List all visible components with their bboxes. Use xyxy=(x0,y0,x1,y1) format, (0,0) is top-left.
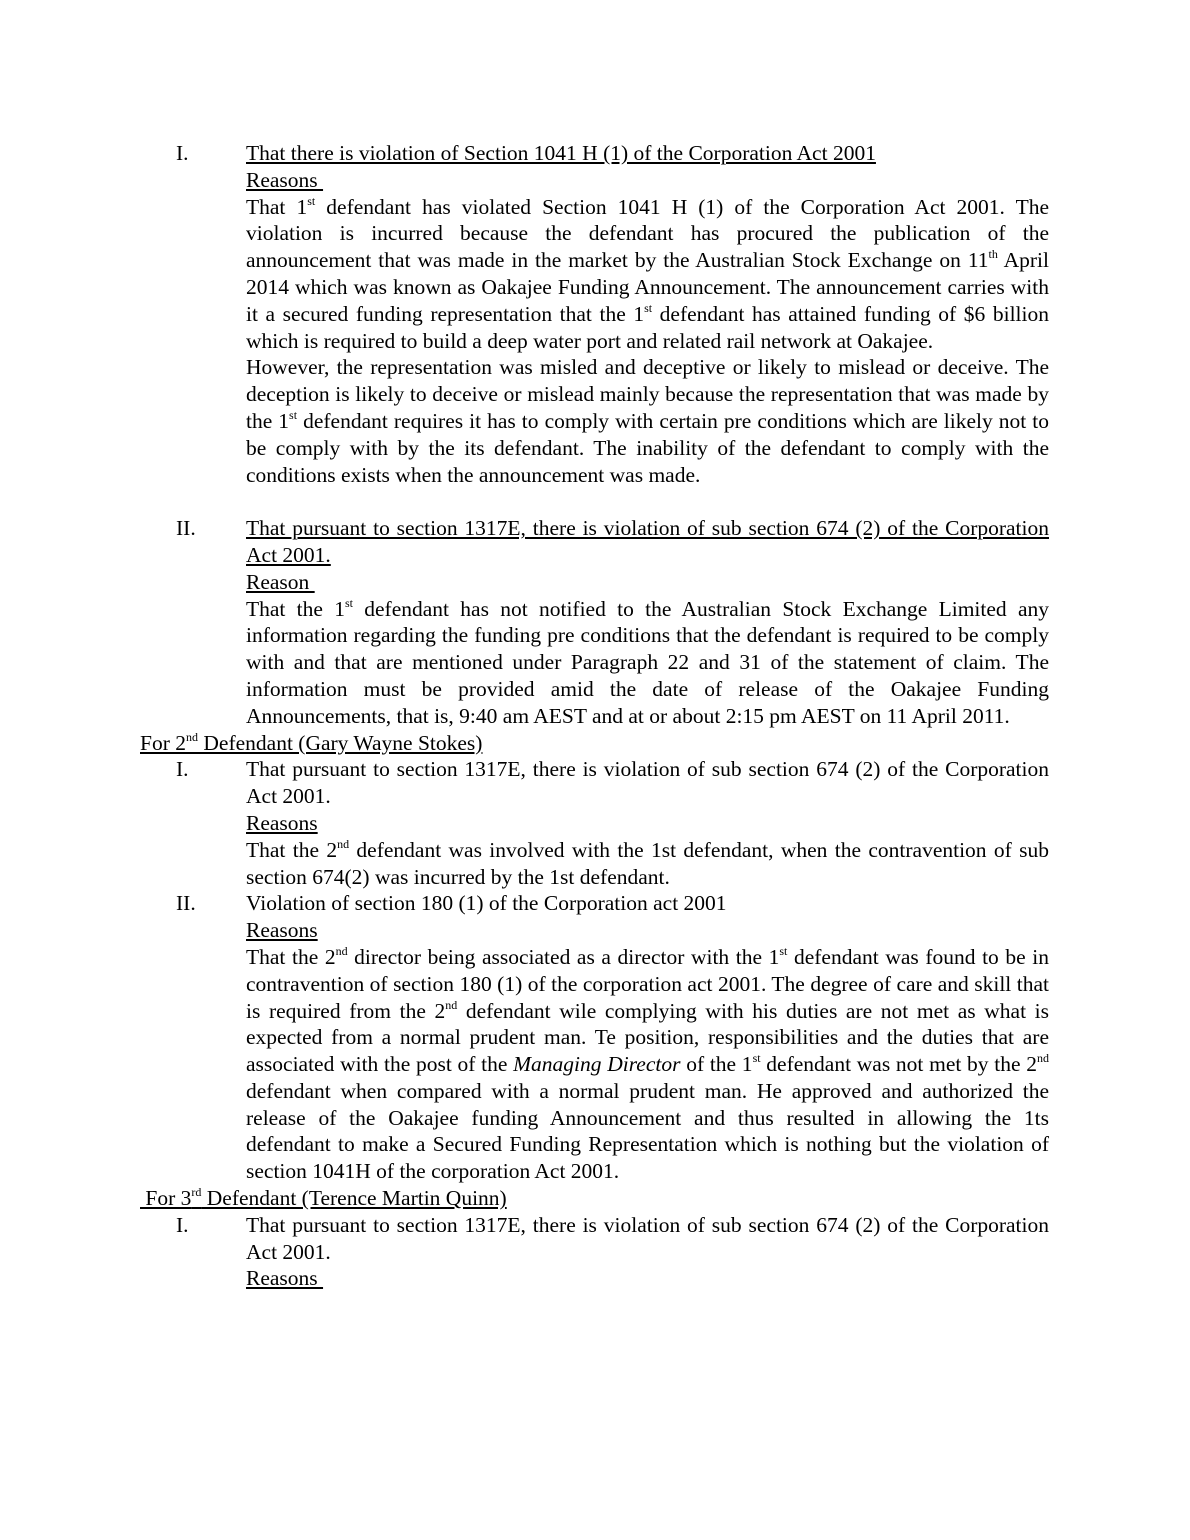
item-title: That pursuant to section 1317E, there is violation of sub section 674 (2) of the Corporation Act 2001. xyxy=(246,757,1049,809)
reason-paragraph: That the 1st defendant has not notified to the Australian Stock Exchange Limited any information regarding the funding pre conditions that the defendant is required to be comply with and that are mentioned under Paragraph 22 and 31 of the statement of claim. The information must be provided amid the date of release of the Oakajee Funding Announcements, that is, 9:40 am AEST and at or about 2:15 pm AEST on 11 April 2011. xyxy=(246,595,1049,728)
reason-label: Reason xyxy=(246,569,315,594)
list-item-violation-1041h xyxy=(176,140,1050,488)
reason-paragraph: However, the representation was misled and deceptive or likely to mislead or deceive. The deception is likely to deceive or mislead mainly because the representation that was made by the 1st defendant requires it has to comply with certain pre conditions which are likely not to be comply with by the its defendant. The inability of the defendant to comply with the conditions exists when the announcement was made. xyxy=(246,355,1049,487)
reason-paragraph: That the 2nd defendant was involved with the 1st defendant, when the contravention of sub section 674(2) was incurred by the 1st defendant. xyxy=(246,836,1049,889)
section-heading-2nd-defendant: For 2nd Defendant (Gary Wayne Stokes) xyxy=(140,729,483,755)
list-item-violation-674 xyxy=(176,756,1049,890)
list-marker: I. xyxy=(176,1212,189,1237)
list-item-violation-674 xyxy=(176,1212,1049,1292)
list-item-violation-180 xyxy=(176,890,1049,1185)
reasons-label: Reasons xyxy=(246,167,324,192)
list-marker: II. xyxy=(176,891,196,916)
item-title: That pursuant to section 1317E, there is violation of sub section 674 (2) of the Corporation Act 2001. xyxy=(246,1212,1049,1264)
reason-paragraph: That 1st defendant has violated Section 1041 H (1) of the Corporation Act 2001. The violation is incurred because the defendant has procured the publication of the announcement that was made in the market by the Australian Stock Exchange on 11th April 2014 which was known as Oakajee Funding Announcement. The announcement carries with it a secured funding representation that the 1st defendant has attained funding of $6 billion which is required to build a deep water port and related rail network at Oakajee. xyxy=(246,193,1050,353)
list-marker: I. xyxy=(176,757,189,782)
list-marker: II. xyxy=(176,516,196,541)
section-heading-3rd-defendant: For 3rd Defendant (Terence Martin Quinn) xyxy=(140,1185,507,1211)
item-title: Violation of section 180 (1) of the Corporation act 2001 xyxy=(246,891,727,916)
item-title: That there is violation of Section 1041 H (1) of the Corporation Act 2001 xyxy=(246,141,876,165)
reason-paragraph: That the 2nd director being associated as a director with the 1st defendant was found to be in contravention of section 180 (1) of the corporation act 2001. The degree of care and skill that is required from the 2nd defendant wile complying with his duties are not met as what is expected from a normal prudent man. Te position, responsibilities and the duties that are associated with the post of the Managing Director of the 1st defendant was not met by the 2nd defendant when compared with a normal prudent man. He approved and authorized the release of the Oakajee funding Announcement and thus resulted in allowing the 1ts defendant to make a Secured Funding Representation which is nothing but the violation of section 1041H of the corporation Act 2001. xyxy=(246,943,1049,1184)
document-page xyxy=(0,140,1190,1292)
reasons-label: Reasons xyxy=(246,810,318,835)
blank-line xyxy=(0,488,1190,515)
reasons-label: Reasons xyxy=(246,1266,324,1291)
list-marker: I. xyxy=(176,141,189,165)
item-title: That pursuant to section 1317E, there is violation of sub section 674 (2) of the Corporation Act 2001. xyxy=(246,516,1049,567)
list-item-violation-674 xyxy=(176,515,1049,729)
reasons-label: Reasons xyxy=(246,918,318,943)
